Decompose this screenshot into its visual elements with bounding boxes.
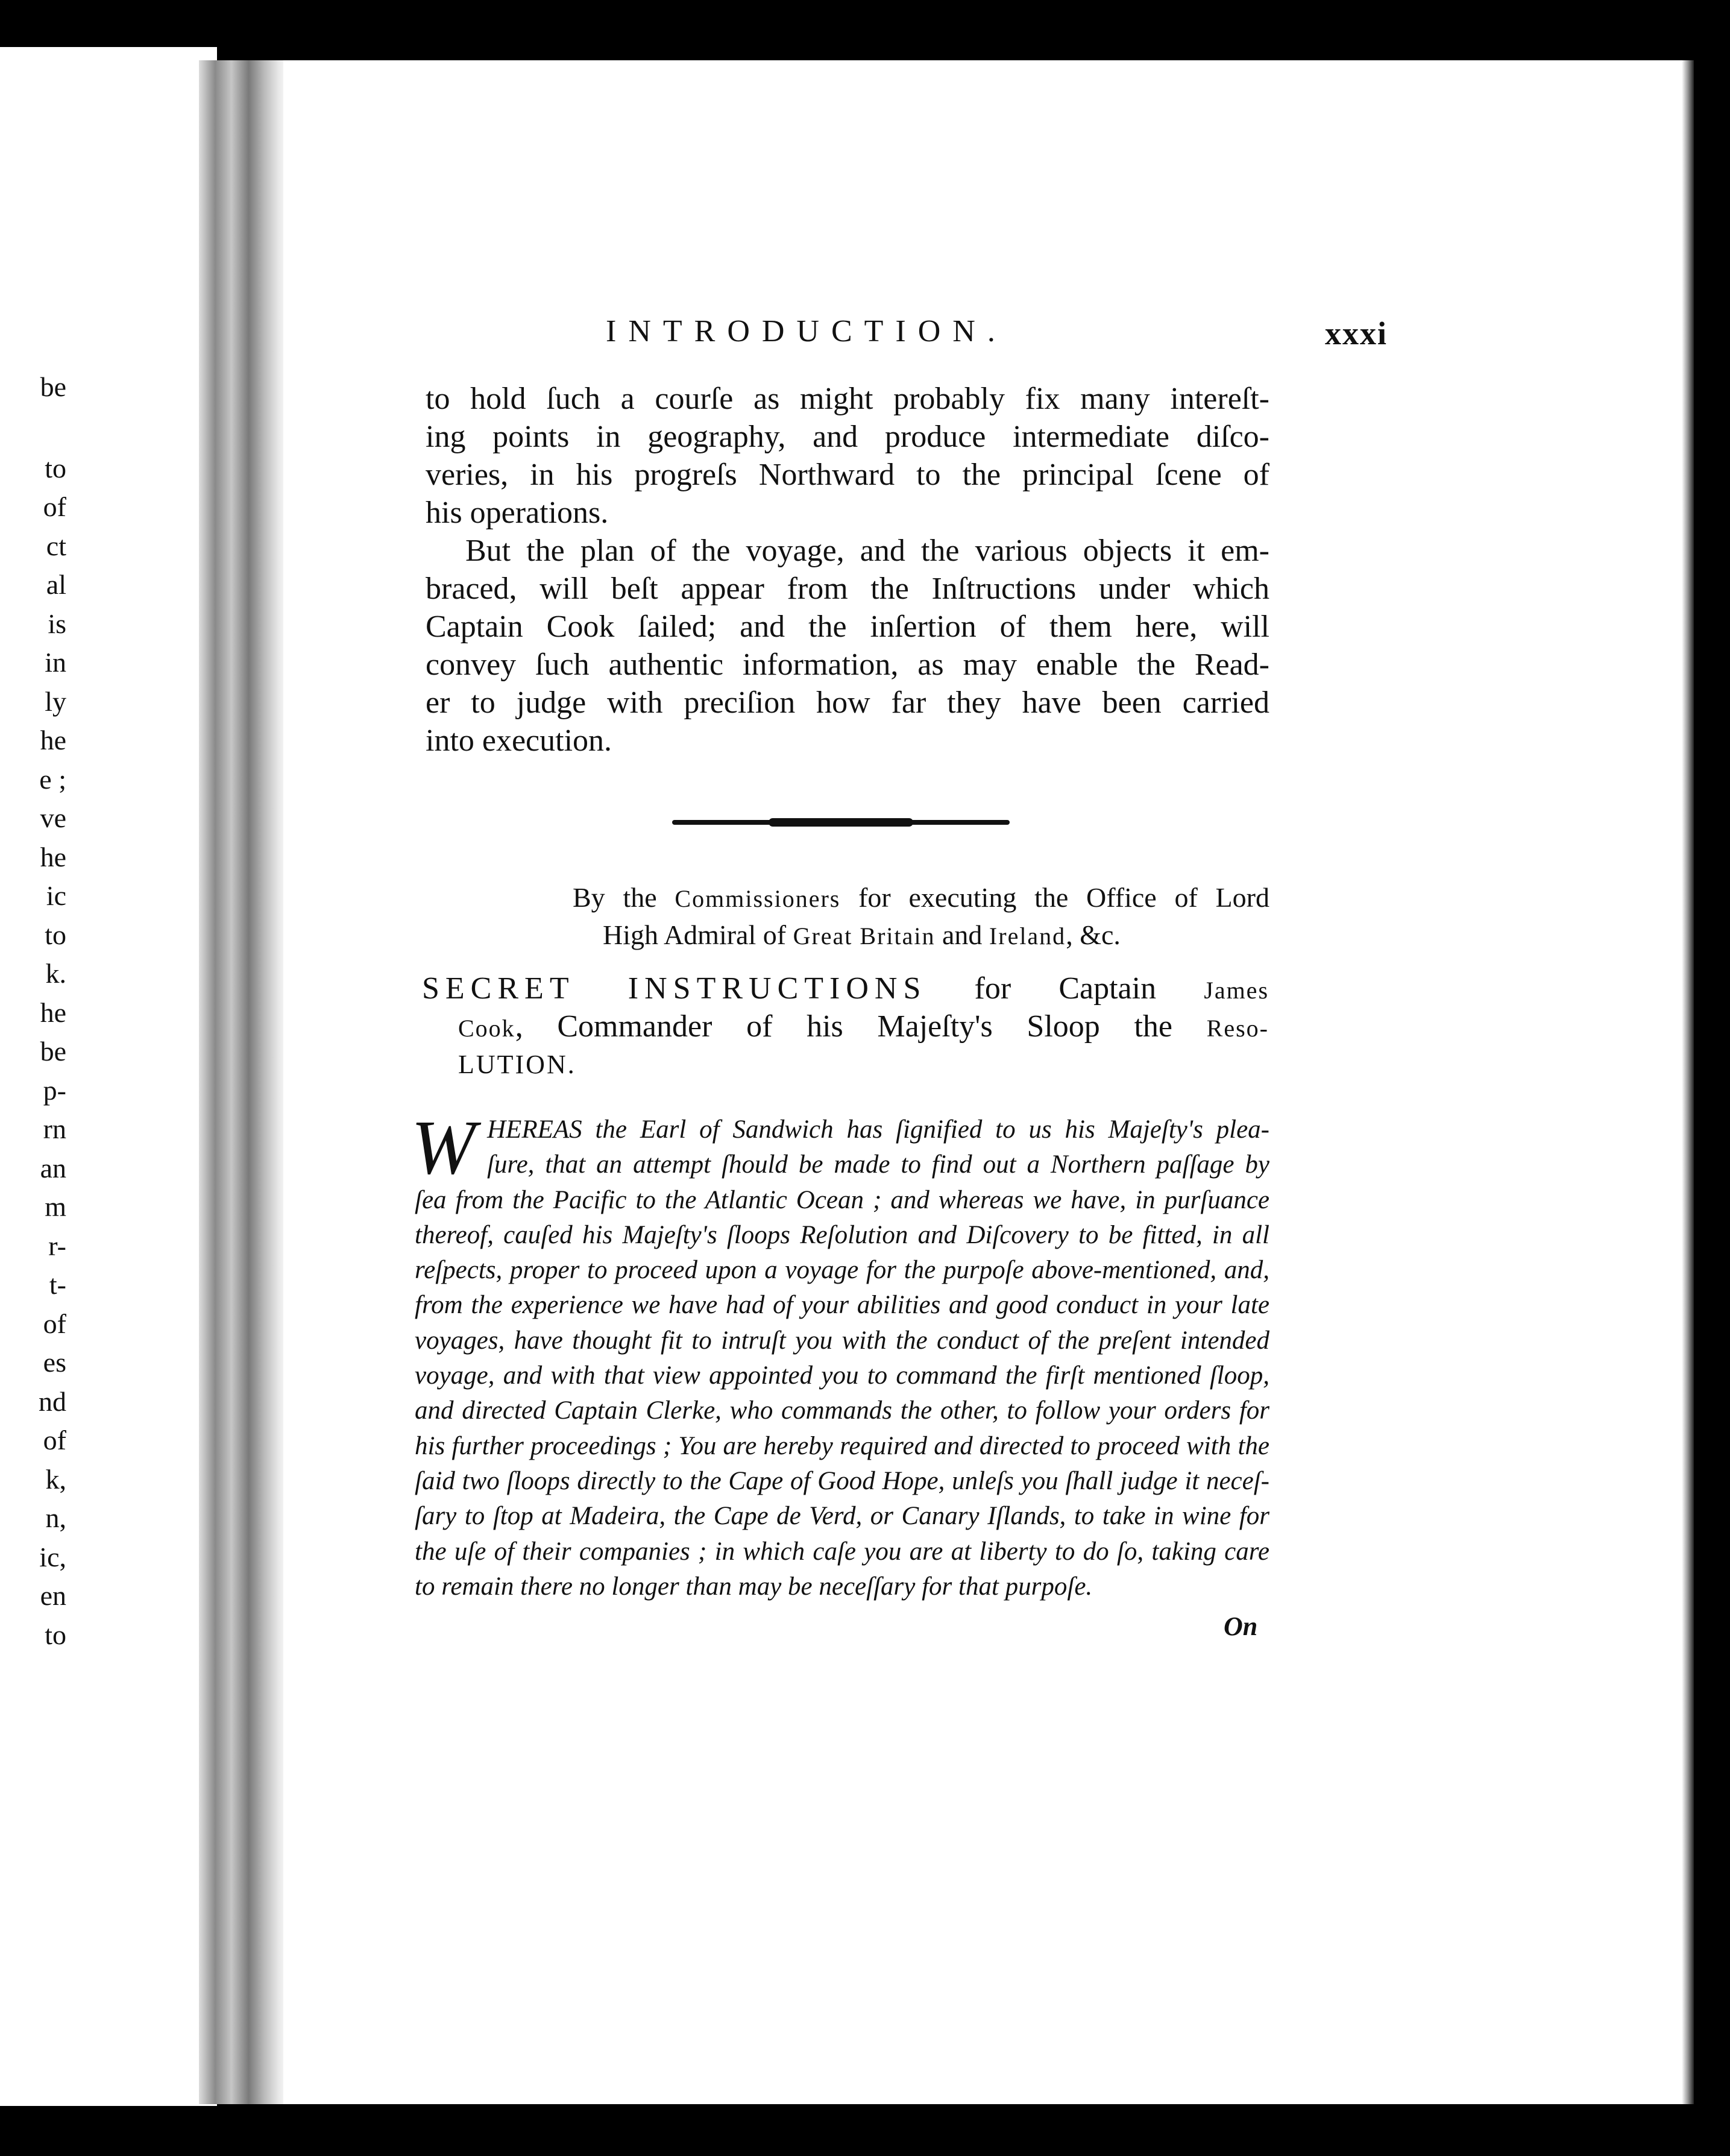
body-line: braced, will beſt appear from the Inſtructions under which [426, 572, 1269, 606]
left-fragment: t- [49, 1269, 66, 1300]
ornamental-rule [672, 820, 1010, 825]
page-number: xxxi [1325, 315, 1388, 351]
instructions-line: reſpects, proper to proceed upon a voyage for the purpoſe above-mentioned, and, [415, 1256, 1269, 1285]
body-line: veries, in his progreſs Northward to the principal ſcene of [426, 458, 1269, 492]
text-run: By the [573, 882, 675, 913]
left-fragment: ic, [39, 1541, 66, 1572]
text-run: and [935, 919, 989, 950]
left-fragment: of [43, 1425, 66, 1455]
body-line: But the plan of the voyage, and the various objects it em- [465, 534, 1269, 568]
text-run: High Admiral of [603, 919, 793, 950]
instructions-line: from the experience we have had of your abilities and good conduct in your late [415, 1291, 1269, 1320]
left-fragment: k. [45, 958, 66, 989]
left-fragment: rn [43, 1114, 66, 1144]
instructions-line: ſary to ſtop at Madeira, the Cape de Verd, or Canary Iſlands, to take in wine for [415, 1502, 1269, 1531]
left-fragment: e ; [39, 763, 66, 795]
left-fragment: to [45, 919, 66, 950]
small-caps-run: Commissioners [675, 885, 841, 912]
commissioners-attribution [573, 879, 1269, 954]
body-line: ing points in geography, and produce intermediate diſco- [426, 420, 1269, 454]
left-fragment: m [45, 1191, 66, 1222]
left-fragment: en [40, 1580, 66, 1611]
heading-title: SECRET INSTRUCTIONS [422, 971, 927, 1006]
left-fragment-gap [0, 407, 66, 449]
instructions-line: voyages, have thought fit to intruſt you with the conduct of the preſent intended [415, 1326, 1269, 1355]
small-caps-run: Reso- [1206, 1015, 1269, 1042]
left-fragment: al [46, 569, 66, 600]
left-fragment: to [45, 1619, 66, 1650]
left-fragment: an [40, 1152, 66, 1184]
small-caps-run: Ireland [989, 922, 1066, 950]
instructions-line: voyage, and with that view appointed you to command the firſt mentioned ſloop, [415, 1361, 1269, 1390]
small-caps-run: James [1204, 977, 1269, 1004]
left-fragment: ve [40, 802, 66, 833]
body-line: into execution. [426, 723, 612, 758]
left-fragment: he [40, 841, 66, 872]
left-fragment: in [45, 647, 66, 678]
left-fragment: r- [48, 1230, 66, 1261]
left-fragment: of [43, 491, 66, 522]
book-gutter-shadow [199, 60, 289, 2104]
text-run: , Commander of his Majeſty's Sloop the [515, 1009, 1207, 1044]
left-fragment: ic [46, 880, 66, 911]
text-run: , &c. [1066, 919, 1121, 950]
drop-cap: W [411, 1105, 476, 1190]
instructions-line: and directed Captain Clerke, who commands the other, to follow your orders for [415, 1396, 1269, 1425]
left-fragment: ly [45, 686, 66, 717]
instructions-line: to remain there no longer than may be neceſſary for that purpoſe. [415, 1572, 1093, 1601]
instructions-line: the uſe of their companies ; in which caſe you are at liberty to do ſo, taking care [415, 1537, 1269, 1566]
running-head: INTRODUCTION. [606, 314, 1007, 348]
left-fragment: of [43, 1308, 66, 1339]
left-fragment: be [40, 1036, 66, 1067]
page-edge-shadow [1682, 60, 1694, 2104]
commissioners-line-1 [573, 879, 1269, 916]
left-fragment: n, [45, 1502, 66, 1533]
text-run: for Captain [926, 971, 1204, 1006]
catchword: On [1224, 1612, 1258, 1641]
body-line: er to judge with preciſion how far they have been carried [426, 686, 1269, 720]
left-fragment: is [48, 608, 66, 639]
small-caps-run: Great Britain [793, 922, 936, 950]
left-fragment: nd [39, 1385, 66, 1417]
left-fragment: to [45, 452, 66, 484]
secret-instructions-heading [422, 969, 1269, 1083]
heading-line-1 [422, 969, 1269, 1007]
left-fragment: he [40, 997, 66, 1028]
instructions-line: his further proceedings ; You are hereby required and directed to proceed with the [415, 1431, 1269, 1460]
heading-line-2 [422, 1007, 1269, 1045]
instructions-line: ſea from the Pacific to the Atlantic Ocean ; and whereas we have, in purſuance [415, 1185, 1269, 1214]
left-fragment: he [40, 725, 66, 755]
left-fragment: be [40, 371, 66, 402]
body-line: Captain Cook ſailed; and the inſertion of them here, will [426, 610, 1269, 644]
body-line: his operations. [426, 496, 609, 530]
instructions-text [415, 1112, 1269, 1604]
instructions-line: thereof, cauſed his Majeſty's ſloops Reſolution and Diſcovery to be fitted, in all [415, 1220, 1269, 1249]
commissioners-line-2 [573, 916, 1269, 954]
instructions-line: HEREAS the Earl of Sandwich has ſignified to us his Majeſty's plea- [487, 1115, 1269, 1144]
instructions-line: ſure, that an attempt ſhould be made to find out a Northern paſſage by [487, 1150, 1269, 1179]
body-paragraphs [426, 380, 1269, 760]
instructions-line: ſaid two ſloops directly to the Cape of Good Hope, unleſs you ſhall judge it neceſ- [415, 1466, 1269, 1495]
text-run: for executing the Office of Lord [840, 882, 1269, 913]
small-caps-run: Cook [458, 1015, 515, 1042]
left-fragment: p- [43, 1074, 66, 1106]
heading-line-3: LUTION. [458, 1050, 576, 1079]
left-fragment: es [43, 1347, 66, 1378]
body-line: to hold ſuch a courſe as might probably fix many intereſt- [426, 382, 1269, 416]
body-line: convey ſuch authentic information, as may enable the Read- [426, 648, 1269, 682]
left-page-text-fragments [0, 368, 66, 1654]
left-fragment: k, [45, 1463, 66, 1495]
left-fragment: ct [46, 530, 66, 561]
